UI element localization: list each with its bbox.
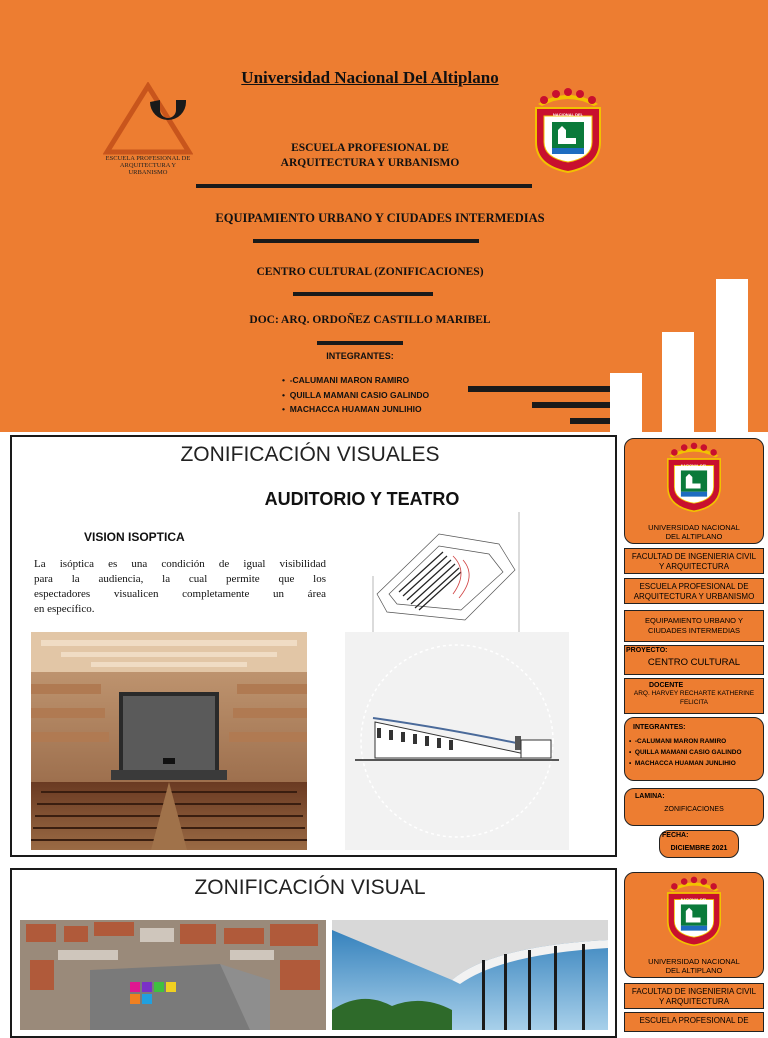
date-label: FECHA: <box>662 832 689 839</box>
member-item: • QUILLA MAMANI CASIO GALINDO <box>282 389 430 400</box>
member-item: • QUILLA MAMANI CASIO GALINDO <box>629 749 742 756</box>
members-list <box>629 736 742 769</box>
university-title: Universidad Nacional Del Altiplano <box>241 68 499 87</box>
auditorium-plan-drawing <box>369 512 521 632</box>
member-item: • -CALUMANI MARON RAMIRO <box>629 738 727 745</box>
deco-bar-2 <box>532 402 610 408</box>
project-box <box>624 645 764 675</box>
faculty-box: FACULTAD DE INGENIERIA CIVIL Y ARQUITECTURA <box>624 548 764 574</box>
sidebar-university-card-2 <box>624 872 764 978</box>
school-name: ESCUELA PROFESIONAL DE ARQUITECTURA Y URBANISMO <box>280 142 460 169</box>
university-name: UNIVERSIDAD NACIONAL DEL ALTIPLANO <box>648 957 740 975</box>
panel-title: ZONIFICACIÓN VISUALES <box>180 443 440 466</box>
university-crest-icon <box>528 86 608 174</box>
building-render-photo <box>332 920 608 1030</box>
university-name: UNIVERSIDAD NACIONAL DEL ALTIPLANO <box>648 523 740 541</box>
divider-4 <box>317 341 403 345</box>
members-title: INTEGRANTES: <box>326 351 394 361</box>
panel-title: ZONIFICACIÓN VISUAL <box>194 876 426 899</box>
crest-text: NACIONAL DEL <box>552 112 584 117</box>
members-label: INTEGRANTES: <box>633 724 686 731</box>
panel-visual-zoning <box>10 435 617 857</box>
course-title: EQUIPAMIENTO URBANO Y CIUDADES INTERMEDIAS <box>215 211 545 225</box>
project-title: CENTRO CULTURAL (ZONIFICACIONES) <box>256 266 484 278</box>
teacher-name: ARQ. HARVEY RECHARTE KATHERINE FELICITA <box>633 690 755 706</box>
school-box: ESCUELA PROFESIONAL DE <box>624 1012 764 1032</box>
member-item: • MACHACCA HUAMAN JUNLIHIO <box>629 760 736 767</box>
project-label: PROYECTO: <box>626 647 668 654</box>
sidebar-university-card <box>624 438 764 544</box>
member-item: • MACHACCA HUAMAN JUNLIHIO <box>282 404 422 414</box>
auditorium-photo <box>31 632 307 850</box>
teacher-box <box>624 678 764 714</box>
divider-2 <box>253 239 479 243</box>
school-box: ESCUELA PROFESIONAL DE ARQUITECTURA Y URBANISMO <box>624 578 764 604</box>
section-heading: VISION ISOPTICA <box>84 530 185 544</box>
deco-column-3 <box>716 279 748 432</box>
logo-caption: ESCUELA PROFESIONAL DE ARQUITECTURA Y URBANISMO <box>105 155 191 176</box>
faculty-box: FACULTAD DE INGENIERIA CIVIL Y ARQUITECTURA <box>624 983 764 1009</box>
university-crest-icon <box>661 441 727 513</box>
isoptic-section-drawing <box>345 632 569 850</box>
members-box <box>624 717 764 781</box>
course-box: EQUIPAMIENTO URBANO Y CIUDADES INTERMEDIAS <box>624 610 764 642</box>
date-value: DICIEMBRE 2021 <box>670 845 728 852</box>
members-list <box>282 373 429 417</box>
member-item: • -CALUMANI MARON RAMIRO <box>282 375 410 385</box>
project-value: CENTRO CULTURAL <box>647 657 741 668</box>
aerial-site-photo <box>20 920 326 1030</box>
cover-header <box>0 0 768 432</box>
university-crest-icon <box>661 875 727 947</box>
deco-column-2 <box>662 332 694 432</box>
teacher-label: DOCENTE <box>649 682 684 689</box>
isoptica-paragraph: La isóptica es una condición de igual visibilidad para la audiencia, la cual permite que los espectadores visualicen completamente un área en específico. <box>34 558 326 615</box>
teacher-name: DOC: ARQ. ORDOÑEZ CASTILLO MARIBEL <box>249 314 491 326</box>
school-logo-icon <box>103 82 193 156</box>
sheet-box <box>624 788 764 826</box>
crest-text: NACIONAL DEL <box>680 464 708 468</box>
sheet-label: LAMINA: <box>635 793 665 800</box>
deco-bar-3 <box>570 418 610 424</box>
crest-text: NACIONAL DEL <box>680 898 708 902</box>
date-box <box>659 830 739 858</box>
divider-3 <box>293 292 433 296</box>
divider-1 <box>196 184 532 188</box>
panel-subtitle: AUDITORIO Y TEATRO <box>264 489 460 509</box>
deco-bar-1 <box>468 386 610 392</box>
sheet-value: ZONIFICACIONES <box>664 806 724 813</box>
deco-column-1 <box>610 373 642 432</box>
panel-visual-zoning-2 <box>10 868 617 1038</box>
